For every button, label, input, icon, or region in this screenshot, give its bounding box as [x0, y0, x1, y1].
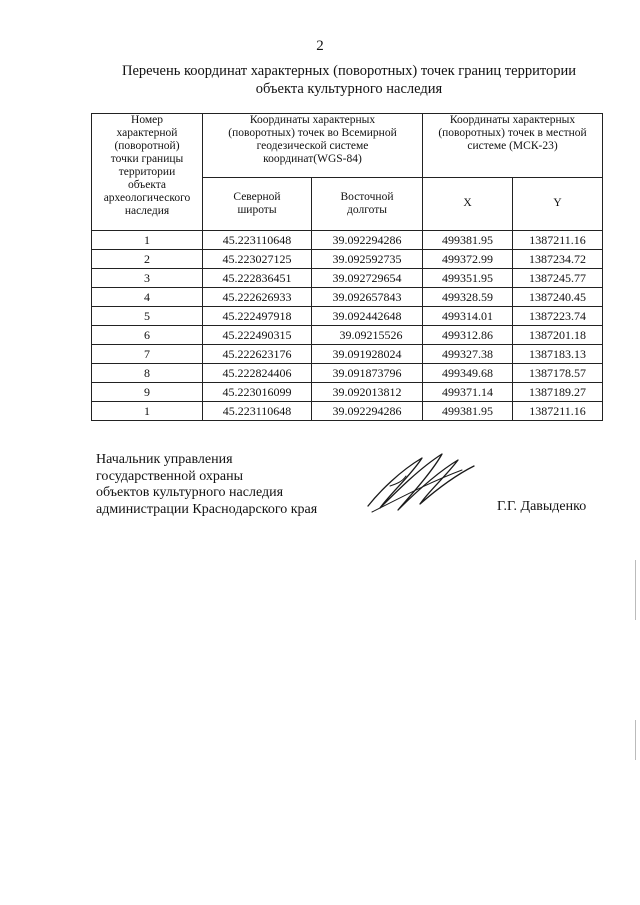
latitude-cell: 45.222623176 [203, 345, 312, 364]
point-number: 5 [92, 307, 203, 326]
header-line: (поворотной) [114, 140, 180, 152]
table-row [92, 269, 603, 288]
longitude-cell: 39.09215526 [312, 326, 423, 345]
latitude-cell: 45.223016099 [203, 383, 312, 402]
header-line: широты [237, 203, 277, 216]
point-number: 4 [92, 288, 203, 307]
position-line: объектов культурного наследия [96, 485, 284, 500]
scan-edge-mark [635, 560, 636, 620]
point-number: 9 [92, 383, 203, 402]
longitude-cell: 39.092013812 [312, 383, 423, 402]
header-line: долготы [347, 203, 387, 216]
x-cell: 499349.68 [423, 364, 513, 383]
table-row [92, 326, 603, 345]
latitude-cell: 45.222497918 [203, 307, 312, 326]
header-line: наследия [124, 205, 170, 217]
header-line: территории [118, 166, 176, 178]
y-cell: 1387223.74 [513, 307, 603, 326]
point-number: 1 [92, 231, 203, 250]
x-cell: 499381.95 [423, 402, 513, 421]
title-line: Перечень координат характерных (поворотных) точек границ территории [121, 63, 577, 79]
header-msk23 [423, 114, 603, 178]
header-point-number [92, 114, 203, 231]
header-y: Y [513, 177, 603, 230]
document-title [60, 62, 638, 98]
x-cell: 499381.95 [423, 231, 513, 250]
header-x: X [423, 177, 513, 230]
position-line: государственной охраны [96, 468, 244, 484]
header-line: точки границы [110, 153, 184, 165]
y-cell: 1387245.77 [513, 269, 603, 288]
header-latitude [203, 177, 312, 230]
page-number: 2 [316, 38, 324, 54]
header-line: геодезической системе [256, 140, 369, 152]
header-line: объекта [127, 179, 167, 191]
header-wgs84 [203, 114, 423, 178]
latitude-cell: 45.222836451 [203, 269, 312, 288]
header-line: системе (МСК-23) [467, 140, 558, 152]
longitude-cell: 39.091928024 [312, 345, 423, 364]
scan-edge-mark [635, 720, 636, 760]
table-row [92, 402, 603, 421]
x-cell: 499327.38 [423, 345, 513, 364]
header-line: Координаты характерных [249, 114, 376, 126]
longitude-cell: 39.091873796 [312, 364, 423, 383]
y-cell: 1387240.45 [513, 288, 603, 307]
longitude-cell: 39.092294286 [312, 231, 423, 250]
y-cell: 1387201.18 [513, 326, 603, 345]
table-row [92, 364, 603, 383]
header-line: Восточной [340, 190, 394, 203]
header-line: (поворотных) точек в местной [438, 127, 587, 139]
position-line: Начальник управления [96, 452, 233, 467]
coordinates-table [91, 113, 603, 421]
header-line: (поворотных) точек во Всемирной [228, 127, 397, 139]
handwritten-signature [350, 446, 480, 518]
longitude-cell: 39.092442648 [312, 307, 423, 326]
header-longitude [312, 177, 423, 230]
header-line: Северной [233, 190, 281, 203]
longitude-cell: 39.092294286 [312, 402, 423, 421]
x-cell: 499312.86 [423, 326, 513, 345]
y-cell: 1387189.27 [513, 383, 603, 402]
latitude-cell: 45.223110648 [203, 402, 312, 421]
table-row [92, 288, 603, 307]
longitude-cell: 39.092592735 [312, 250, 423, 269]
x-cell: 499351.95 [423, 269, 513, 288]
latitude-cell: 45.222626933 [203, 288, 312, 307]
y-cell: 1387234.72 [513, 250, 603, 269]
y-cell: 1387178.57 [513, 364, 603, 383]
x-cell: 499372.99 [423, 250, 513, 269]
y-cell: 1387211.16 [513, 402, 603, 421]
signer-name: Г.Г. Давыденко [497, 499, 587, 514]
header-line: Координаты характерных [449, 114, 576, 126]
point-number: 7 [92, 345, 203, 364]
point-number: 8 [92, 364, 203, 383]
point-number: 6 [92, 326, 203, 345]
latitude-cell: 45.222824406 [203, 364, 312, 383]
longitude-cell: 39.092729654 [312, 269, 423, 288]
latitude-cell: 45.223110648 [203, 231, 312, 250]
table-row [92, 345, 603, 364]
position-line: администрации Краснодарского края [96, 501, 318, 517]
x-cell: 499328.59 [423, 288, 513, 307]
title-line: объекта культурного наследия [255, 81, 443, 97]
table-row [92, 231, 603, 250]
table-row [92, 307, 603, 326]
latitude-cell: 45.222490315 [203, 326, 312, 345]
signatory-position [96, 452, 317, 518]
point-number: 1 [92, 402, 203, 421]
latitude-cell: 45.223027125 [203, 250, 312, 269]
header-line: координат(WGS-84) [263, 153, 362, 165]
header-line: археологического [103, 192, 191, 204]
y-cell: 1387211.16 [513, 231, 603, 250]
table-row [92, 250, 603, 269]
header-line: характерной [116, 127, 178, 139]
x-cell: 499371.14 [423, 383, 513, 402]
point-number: 3 [92, 269, 203, 288]
table-row [92, 383, 603, 402]
point-number: 2 [92, 250, 203, 269]
y-cell: 1387183.13 [513, 345, 603, 364]
longitude-cell: 39.092657843 [312, 288, 423, 307]
header-line: Номер [131, 114, 163, 126]
x-cell: 499314.01 [423, 307, 513, 326]
